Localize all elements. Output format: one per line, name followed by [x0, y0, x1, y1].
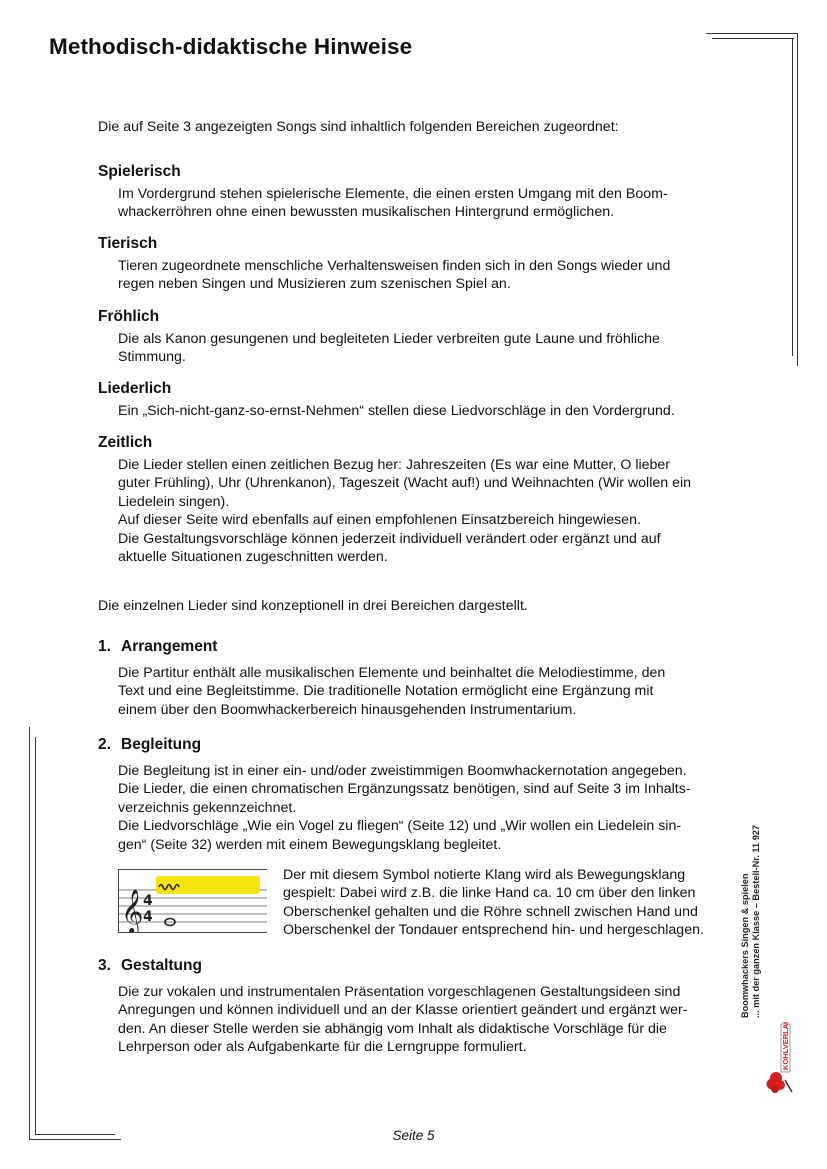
frame-left-v2 — [35, 737, 36, 1135]
text-line: Oberschenkel gehalten und die Röhre schnell zwischen Hand und — [283, 903, 698, 920]
intro-text: Die auf Seite 3 angezeigten Songs sind inhaltlich folgenden Bereichen zugeordnet: — [98, 119, 619, 135]
frame-top-right-h — [706, 33, 798, 34]
numbered-body-begleitung — [118, 762, 748, 854]
section-title-liederlich: Liederlich — [98, 380, 172, 397]
text-line: Die Begleitung ist in einer ein- und/oder zweistimmigen Boomwhackernotation angegeben. — [118, 763, 687, 779]
frame-top-right-h2 — [712, 38, 794, 39]
text-line: aktuelle Situationen zugeschnitten werden. — [118, 549, 388, 566]
text-line: Die als Kanon gesungenen und begleiteten Lieder verbreiten gute Laune und fröhliche — [118, 331, 660, 347]
text-line: Im Vordergrund stehen spielerische Elemente, die einen ersten Umgang mit den Boom- — [118, 186, 668, 202]
section-title-zeitlich: Zeitlich — [98, 434, 153, 451]
movement-sound-symbol — [118, 869, 267, 933]
text-line: Die Gestaltungsvorschläge können jederzeit individuell verändert oder ergänzt und auf — [118, 530, 661, 547]
text-line: Liedelein singen). — [118, 493, 230, 510]
text-line: den. An dieser Stelle werden sie abhängig vom Inhalt als didaktische Vorschläge für die — [118, 1020, 667, 1037]
numbered-title-text: Begleitung — [121, 736, 202, 753]
text-line: Die Lieder, die einen chromatischen Ergänzungssatz benötigen, sind auf Seite 3 im Inhalts- — [118, 781, 691, 798]
text-line: Die zur vokalen und instrumentalen Präsentation vorgeschlagenen Gestaltungsideen sind — [118, 984, 681, 1000]
text-line: Anregungen und können individuell und an der Klasse orientiert geändert und ergänzt wer- — [118, 1002, 688, 1019]
text-line: einem über den Boomwhackerbereich hinausgehenden Instrumentarium. — [118, 701, 577, 718]
text-line: Der mit diesem Symbol notierte Klang wird als Bewegungsklang — [283, 867, 686, 883]
text-line: Text und eine Begleitstimme. Die traditionelle Notation ermöglicht eine Ergänzung mit — [118, 683, 654, 700]
section-body-froehlich — [118, 330, 748, 367]
numbered-index: 2. — [98, 736, 111, 753]
text-line: whackerröhren ohne einen bewussten musikalischen Hintergrund ermöglichen. — [118, 204, 615, 221]
text-line: Lehrperson oder als Aufgabenkarte für die Lerngruppe formuliert. — [118, 1039, 527, 1056]
side-product-info — [740, 768, 780, 1018]
page-title: Methodisch-didaktische Hinweise — [49, 34, 413, 59]
time-sig-bottom: 4 — [143, 909, 153, 925]
symbol-note — [283, 866, 743, 940]
section-title-tierisch: Tierisch — [98, 235, 158, 252]
text-line: Die Partitur enthält alle musikalischen Elemente und beinhaltet die Melodiestimme, den — [118, 665, 666, 681]
frame-right-v2 — [792, 38, 793, 356]
text-line: gen“ (Seite 32) werden mit einem Bewegungsklang begleitet. — [118, 836, 502, 853]
text-line: guter Frühling), Uhr (Uhrenkanon), Tageszeit (Wacht auf!) und Weihnachten (Wir wollen ein — [118, 475, 692, 492]
text-line: regen neben Singen und Musizieren zum szenischen Spiel an. — [118, 276, 511, 293]
text-line: Auf dieser Seite wird ebenfalls auf einen empfohlenen Einsatzbereich hingewiesen. — [118, 512, 641, 529]
logo-flower-icon — [767, 1072, 793, 1093]
section-body-spielerisch — [118, 185, 748, 222]
section-title-spielerisch: Spielerisch — [98, 163, 181, 180]
numbered-index: 3. — [98, 957, 111, 974]
numbered-index: 1. — [98, 638, 111, 655]
text-line: Die Liedvorschläge „Wie ein Vogel zu fliegen“ (Seite 12) und „Wir wollen ein Liedelein sin- — [118, 818, 682, 835]
logo-text: KOHLVERLAG — [781, 1022, 790, 1070]
numbered-title-text: Arrangement — [121, 638, 218, 655]
mid-text: Die einzelnen Lieder sind konzeptionell in drei Bereichen dargestellt. — [98, 598, 528, 614]
text-line: Tieren zugeordnete menschliche Verhaltensweisen finden sich in den Songs wieder und — [118, 258, 671, 274]
frame-left-v — [29, 727, 30, 1140]
highlight-bar — [156, 876, 260, 894]
numbered-body-gestaltung — [118, 983, 748, 1057]
publisher-logo — [764, 1022, 794, 1096]
time-sig-top: 4 — [143, 893, 153, 909]
page-number-footer: Seite 5 — [392, 1128, 435, 1143]
side-line-1: Boomwhackers Singen & spielen — [740, 873, 750, 1018]
section-title-froehlich: Fröhlich — [98, 308, 160, 325]
text-line: gespielt: Dabei wird z.B. die linke Hand ca. 10 cm über den linken — [283, 885, 696, 902]
numbered-title-arrangement — [98, 638, 217, 656]
side-line-2: ... mit der ganzen Klasse – Bestell-Nr. 11 927 — [751, 824, 761, 1018]
numbered-title-begleitung — [98, 736, 201, 754]
treble-clef-icon: 𝄞 — [121, 889, 144, 932]
text-line: Stimmung. — [118, 349, 186, 366]
numbered-title-text: Gestaltung — [121, 957, 202, 974]
numbered-title-gestaltung — [98, 957, 202, 975]
text-line: Oberschenkel der Tondauer entsprechend hin- und hergeschlagen. — [283, 922, 704, 939]
staff-graphic — [119, 870, 267, 932]
text-line: Die Lieder stellen einen zeitlichen Bezug her: Jahreszeiten (Es war eine Mutter, O lieber — [118, 457, 671, 473]
frame-right-v — [797, 33, 798, 366]
text-line: Ein „Sich-nicht-ganz-so-ernst-Nehmen“ stellen diese Liedvorschläge in den Vordergrund. — [118, 403, 675, 419]
section-body-liederlich — [118, 402, 748, 420]
text-line: verzeichnis gekennzeichnet. — [118, 799, 297, 816]
section-body-zeitlich — [118, 456, 748, 566]
section-body-tierisch — [118, 257, 748, 294]
numbered-body-arrangement — [118, 664, 748, 719]
